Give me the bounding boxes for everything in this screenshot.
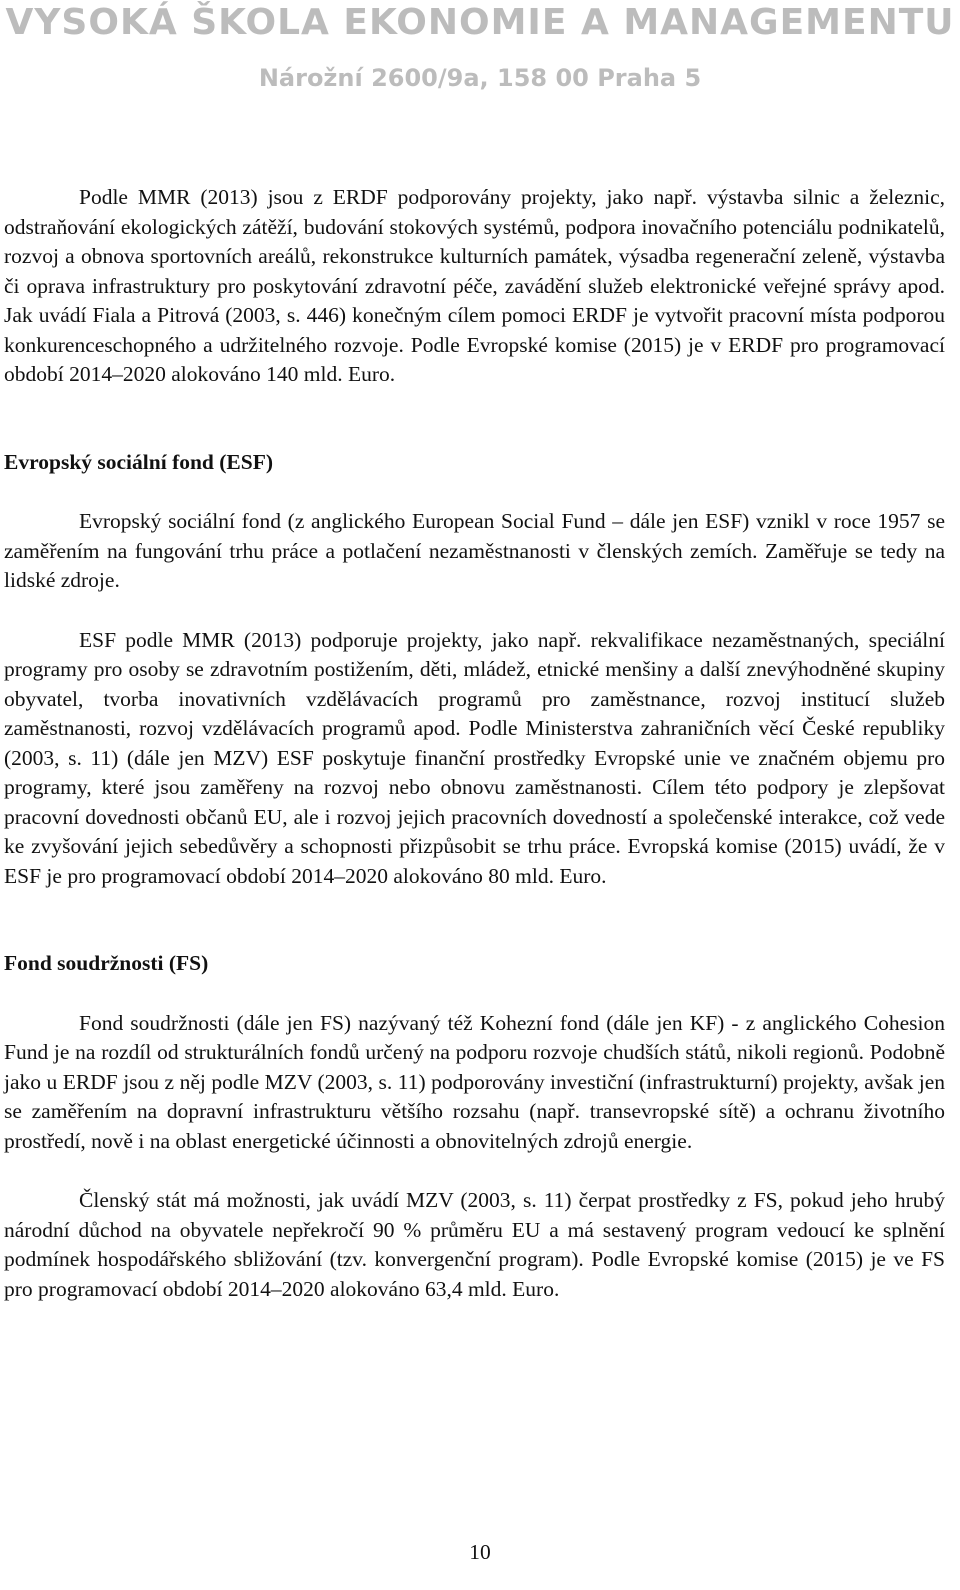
page-number: 10 — [469, 1540, 491, 1564]
header-school-name: VYSOKÁ ŠKOLA EKONOMIE A MANAGEMENTU — [5, 2, 955, 43]
section-heading-fs: Fond soudržnosti (FS) — [4, 951, 209, 975]
paragraph-esf-projects: ESF podle MMR (2013) podporuje projekty, jako např. rekvalifikace nezaměstnaných, speciální programy pro osoby se zdravotním postižením, děti, mládež, etnické menšiny a další znevýhodněné skupiny obyvatel, tvorba inovativních vzdělávacích programů pro zaměstnance, rozvoj institucí služeb zaměstnanosti, rozvoj vzdělávacích programů apod. Podle Ministerstva zahraničních věcí České republiky (2003, s. 11) (dále jen MZV) ESF poskytuje finanční prostředky Evropské unie ve značném objemu pro programy, které jsou zaměřeny na rozvoj nebo obnovu zaměstnanosti. Cílem této podpory je zlepšovat pracovní dovednosti občanů EU, ale i rozvoj jejich pracovních dovedností a společenské interakce, což vede ke zvyšování jejich sebedůvěry a schopnosti přizpůsobit se trhu práce. Evropská komise (2015) uvádí, že v ESF je pro programovací období 2014–2020 alokováno 80 mld. Euro. — [4, 627, 945, 888]
paragraph-esf-intro: Evropský sociální fond (z anglického European Social Fund – dále jen ESF) vznikl v roce 1957 se zaměřením na fungování trhu práce a potlačení nezaměstnanosti v členských zemích. Zaměřuje se tedy na lidské zdroje. — [4, 509, 945, 592]
document-body — [4, 183, 945, 1304]
paragraph-fs-conditions: Členský stát má možnosti, jak uvádí MZV (2003, s. 11) čerpat prostředky z FS, pokud jeho hrubý národní důchod na obyvatele nepřekročí 90 % průměru EU a má sestavený program vedoucí ke splnění podmínek hospodářského sbližování (tzv. konvergenční program). Podle Evropské komise (2015) je ve FS pro programovací období 2014–2020 alokováno 63,4 mld. Euro. — [4, 1188, 945, 1301]
paragraph-erdf-projects: Podle MMR (2013) jsou z ERDF podporovány projekty, jako např. výstavba silnic a železnic, odstraňování ekologických zátěží, budování stokových systémů, podpora inovačního potenciálu podnikatelů, rozvoj a obnova sportovních areálů, rekonstrukce kulturních památek, výsadba regenerační zeleně, výstavba či oprava infrastruktury pro poskytování zdravotní péče, zavádění služeb elektronické veřejné správy apod. Jak uvádí Fiala a Pitrová (2003, s. 446) konečným cílem pomoci ERDF je vytvořit pracovní místa podporou konkurenceschopného a udržitelného rozvoje. Podle Evropské komise (2015) je v ERDF pro programovací období 2014–2020 alokováno 140 mld. Euro. — [4, 185, 945, 386]
paragraph-fs-intro: Fond soudržnosti (dále jen FS) nazývaný též Kohezní fond (dále jen KF) - z anglického Cohesion Fund je na rozdíl od strukturálních fondů určený na podporu rozvoje chudších států, nikoli regionů. Podobně jako u ERDF jsou z něj podle MZV (2003, s. 11) podporovány investiční (infrastrukturní) projekty, avšak jen se zaměřením na dopravní infrastrukturu většího rozsahu (např. transevropské sítě) a ochranu životního prostředí, nově i na oblast energetické účinnosti a obnovitelných zdrojů energie. — [4, 1010, 945, 1153]
section-heading-esf: Evropský sociální fond (ESF) — [4, 449, 274, 474]
header-address: Nárožní 2600/9a, 158 00 Praha 5 — [258, 64, 702, 92]
